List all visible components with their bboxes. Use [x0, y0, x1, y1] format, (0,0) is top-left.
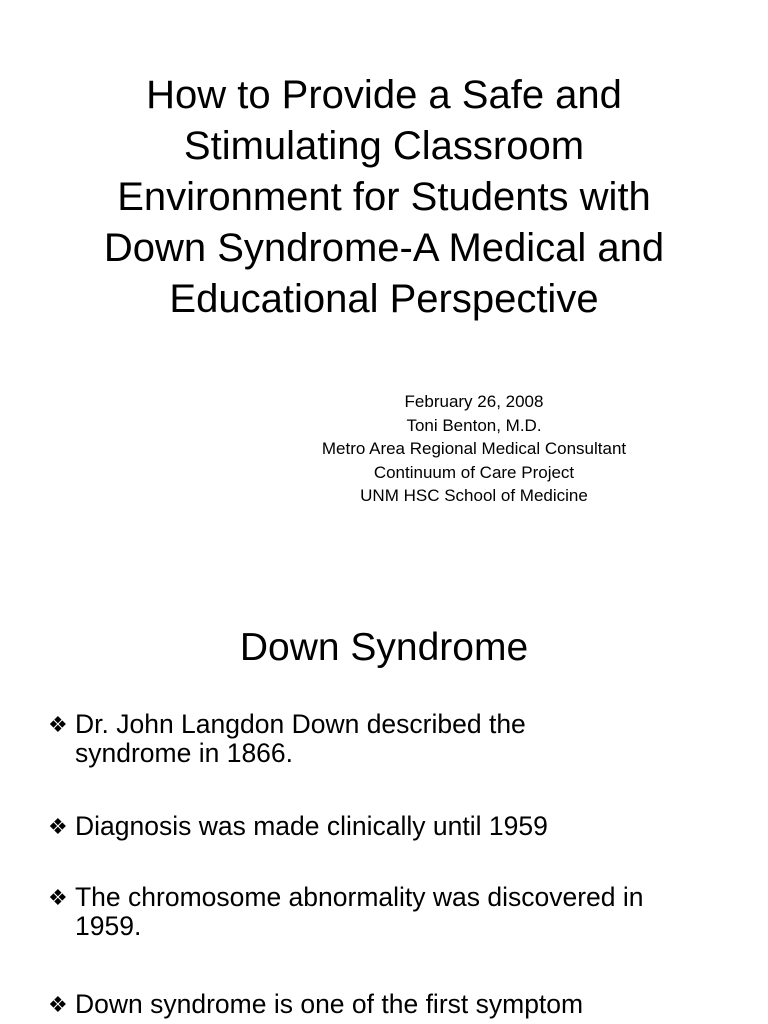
- presenter-name: Toni Benton, M.D.: [406, 415, 542, 435]
- bullet-item: [48, 812, 728, 841]
- bullet-line: Dr. John Langdon Down described the: [75, 709, 526, 739]
- title-line: Down Syndrome-A Medical and: [103, 226, 665, 270]
- diamond-bullet-icon: ❖: [48, 885, 68, 910]
- content-slide: [0, 580, 768, 1024]
- bullet-item: [48, 883, 728, 941]
- bullet-item: [48, 990, 728, 1019]
- bullet-item: [48, 710, 728, 768]
- institution-name: UNM HSC School of Medicine: [360, 486, 588, 505]
- presenter-info: [292, 390, 656, 508]
- diamond-bullet-icon: ❖: [48, 992, 68, 1017]
- slide-heading: Down Syndrome: [239, 626, 529, 669]
- presentation-title: [0, 70, 768, 325]
- bullet-text: [75, 812, 728, 841]
- bullet-line: The chromosome abnormality was discovered in: [75, 882, 644, 912]
- diamond-bullet-icon: ❖: [48, 814, 68, 839]
- title-line: How to Provide a Safe and: [146, 73, 622, 117]
- bullet-text: [75, 710, 728, 768]
- title-line: Educational Perspective: [169, 277, 599, 321]
- presentation-date: February 26, 2008: [404, 392, 544, 411]
- bullet-line: 1959.: [75, 911, 142, 941]
- bullet-line: syndrome in 1866.: [75, 738, 294, 768]
- presenter-role: Metro Area Regional Medical Consultant: [321, 439, 627, 458]
- title-line: Environment for Students with: [117, 175, 651, 219]
- project-name: Continuum of Care Project: [373, 462, 575, 482]
- bullet-text: [75, 883, 728, 941]
- bullet-text: [75, 990, 728, 1019]
- bullet-line: Diagnosis was made clinically until 1959: [75, 811, 548, 841]
- diamond-bullet-icon: ❖: [48, 712, 68, 737]
- title-line: Stimulating Classroom: [183, 124, 585, 168]
- bullet-line: Down syndrome is one of the first symptom: [75, 989, 584, 1019]
